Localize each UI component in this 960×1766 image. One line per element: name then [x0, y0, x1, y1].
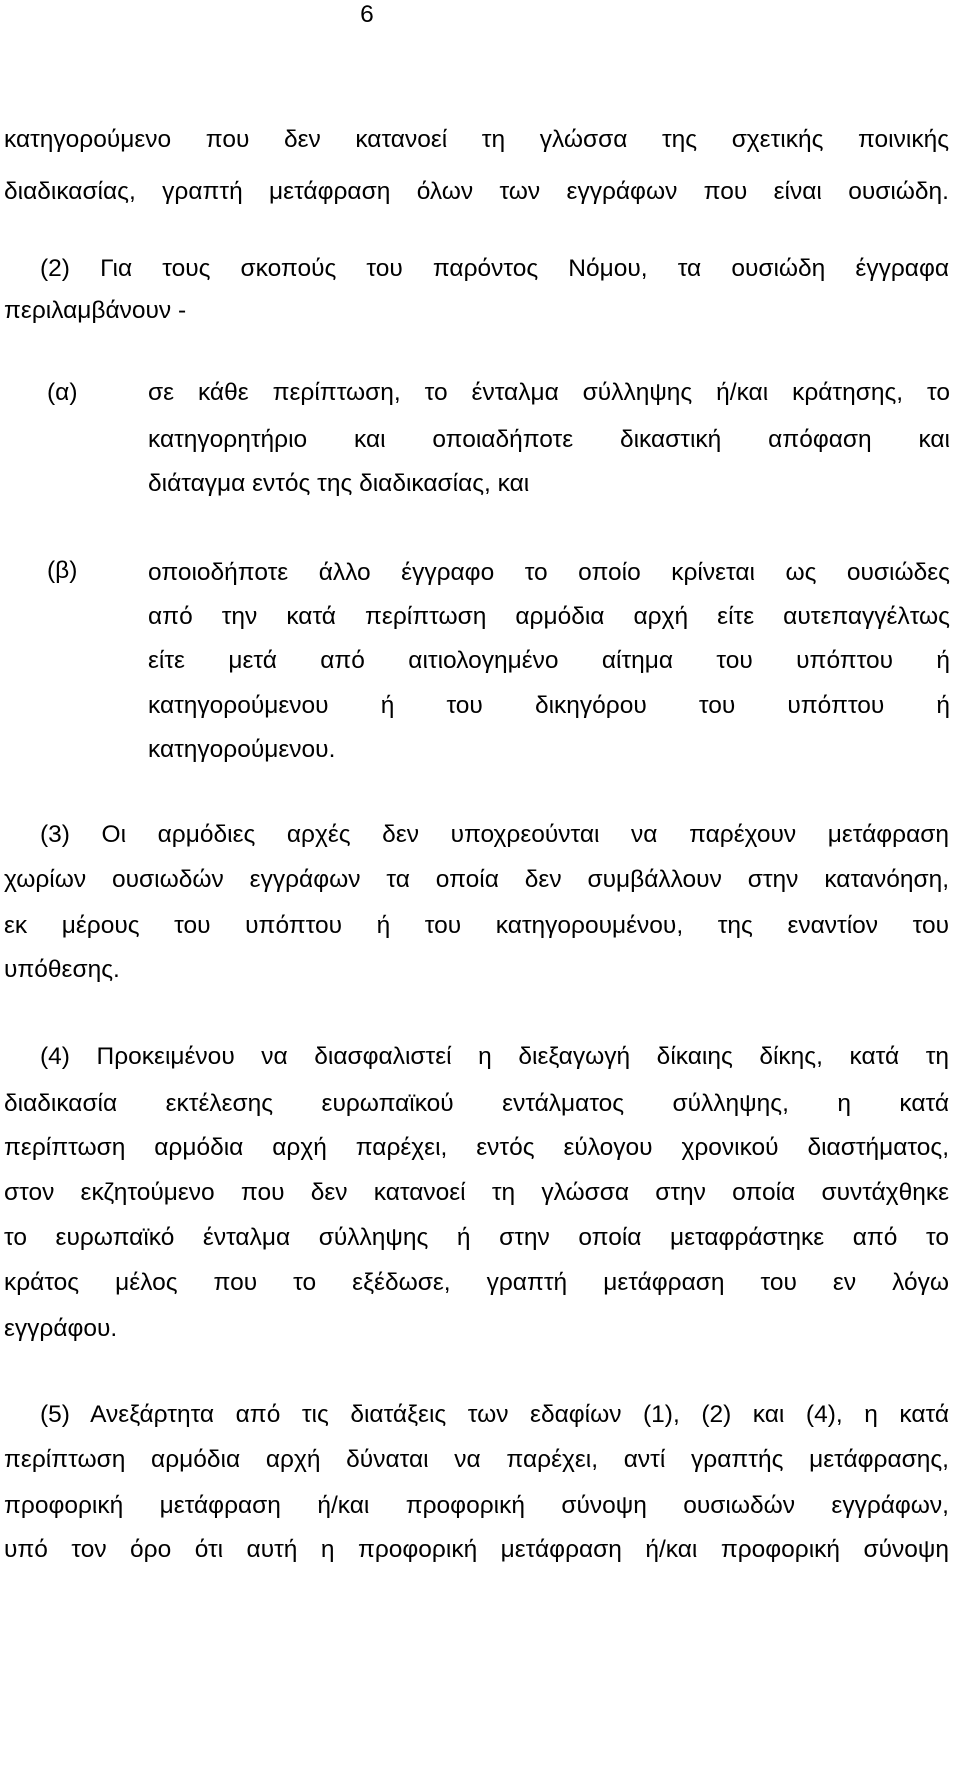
text-line: εκ μέρους του υπόπτου ή του κατηγορουμένου, της εναντίον του	[4, 912, 949, 939]
page-number: 6	[360, 1, 374, 28]
text-line: χωρίων ουσιωδών εγγράφων τα οποία δεν συμβάλλουν στην κατανόηση,	[4, 866, 949, 893]
text-line: το ευρωπαϊκό ένταλμα σύλληψης ή στην οποία μεταφράστηκε από το	[4, 1224, 949, 1251]
text-line: κράτος μέλος που το εξέδωσε, γραπτή μετάφραση του εν λόγω	[4, 1269, 949, 1296]
paragraph-4-intro: (4) Προκειμένου να διασφαλιστεί η διεξαγωγή δίκαιης δίκης, κατά τη	[40, 1043, 949, 1070]
text-line: κατηγορούμενου ή του δικηγόρου του υπόπτου ή	[148, 692, 950, 719]
text-line: προφορική μετάφραση ή/και προφορική σύνοψη ουσιωδών εγγράφων,	[4, 1492, 949, 1519]
item-label-beta: (β)	[47, 557, 78, 584]
text-line: είτε μετά από αιτιολογημένο αίτημα του υπόπτου ή	[148, 647, 950, 674]
text-line: εγγράφου.	[4, 1315, 118, 1342]
text-line: σε κάθε περίπτωση, το ένταλμα σύλληψης ή/και κράτησης, το	[148, 379, 950, 406]
text-line: περίπτωση αρμόδια αρχή παρέχει, εντός εύλογου χρονικού διαστήματος,	[4, 1134, 949, 1161]
text-line: περιλαμβάνουν -	[4, 297, 187, 324]
item-label-alpha: (α)	[47, 379, 78, 406]
text-line: κατηγορητήριο και οποιαδήποτε δικαστική απόφαση και	[148, 426, 950, 453]
paragraph-3-intro: (3) Οι αρμόδιες αρχές δεν υποχρεούνται να παρέχουν μετάφραση	[40, 821, 949, 848]
text-line: υπό τον όρο ότι αυτή η προφορική μετάφραση ή/και προφορική σύνοψη	[4, 1536, 949, 1563]
text-line: υπόθεσης.	[4, 956, 120, 983]
text-line: περίπτωση αρμόδια αρχή δύναται να παρέχει, αντί γραπτής μετάφρασης,	[4, 1446, 949, 1473]
paragraph-5-intro: (5) Ανεξάρτητα από τις διατάξεις των εδαφίων (1), (2) και (4), η κατά	[40, 1401, 949, 1428]
paragraph-2-intro: (2) Για τους σκοπούς του παρόντος Νόμου, τα ουσιώδη έγγραφα	[40, 255, 949, 282]
text-line: διαδικασία εκτέλεσης ευρωπαϊκού εντάλματος σύλληψης, η κατά	[4, 1090, 949, 1117]
text-line: διαδικασίας, γραπτή μετάφραση όλων των εγγράφων που είναι ουσιώδη.	[4, 178, 949, 205]
text-line: οποιοδήποτε άλλο έγγραφο το οποίο κρίνεται ως ουσιώδες	[148, 559, 950, 586]
text-line: κατηγορούμενο που δεν κατανοεί τη γλώσσα της σχετικής ποινικής	[4, 126, 949, 153]
text-line: από την κατά περίπτωση αρμόδια αρχή είτε αυτεπαγγέλτως	[148, 603, 950, 630]
text-line: διάταγμα εντός της διαδικασίας, και	[148, 470, 530, 497]
text-line: κατηγορούμενου.	[148, 736, 336, 763]
text-line: στον εκζητούμενο που δεν κατανοεί τη γλώσσα στην οποία συντάχθηκε	[4, 1179, 949, 1206]
